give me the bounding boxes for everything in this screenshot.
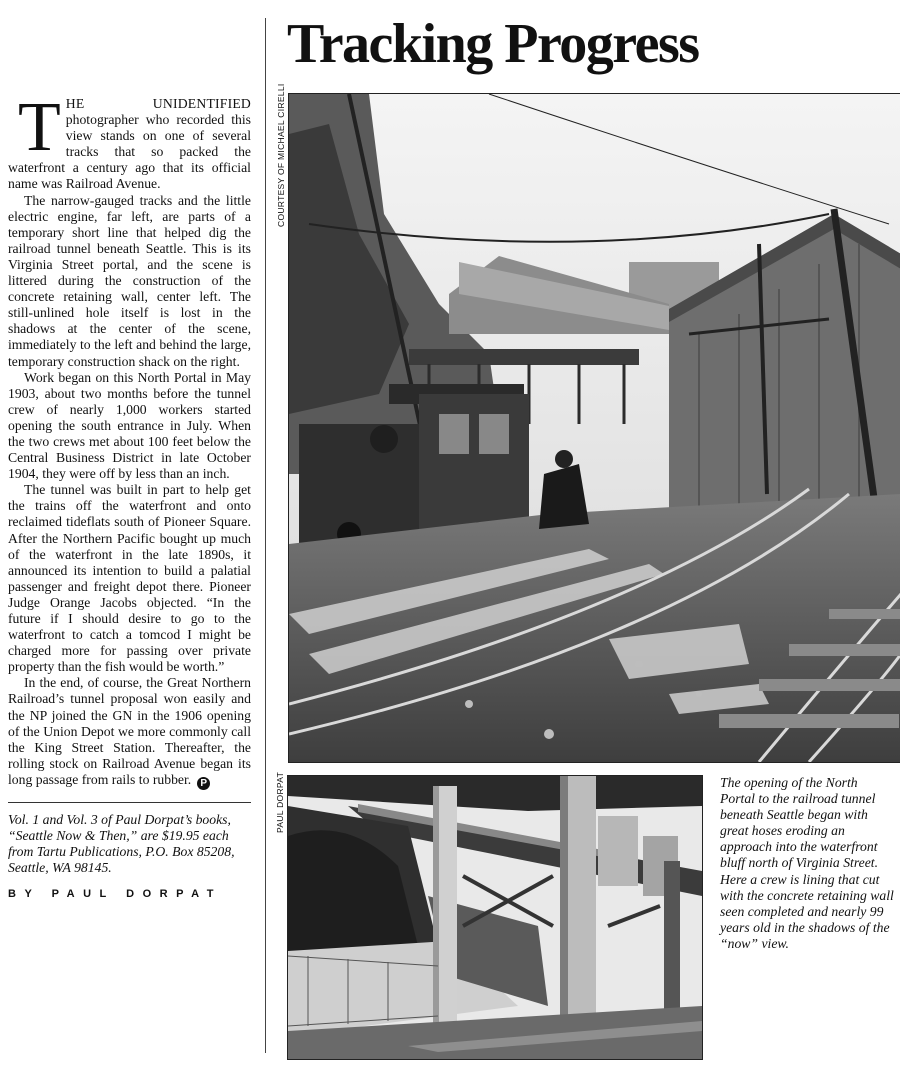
article-column [8,89,251,901]
article-paragraph-3: Work began on this North Portal in May 1903, about two months before the tunnel crew of nearly 1,000 workers started opening the south entrance in July. When the two crews met about 100 feet below the Central Business District in late October 1904, they were off by less than an inch. [8,369,251,482]
article-paragraph-4: The tunnel was built in part to help get the trains off the waterfront and onto reclaimed tideflats south of Pioneer Square. After the Northern Pacific bought up much of the waterfront in the late 1890s, it announced its intention to build a palatial passenger and freight depot there. Pioneer Judge Orange Jacobs objected. “In the future if I should desire to go to the waterfront to catch a tomcod I might be charged more for passing over private property than the fish would be worth.” [8,482,251,675]
photo-credit-bottom: PAUL DORPAT [275,771,285,833]
article-paragraph-5 [8,675,251,790]
column-rule [265,18,266,1053]
article-paragraph-2: The narrow-gauged tracks and the little electric engine, far left, are parts of a temporary short line that helped dig the railroad tunnel beneath Seattle. This is its Virginia Street portal, and the scene is littered during the construction of the concrete retaining wall, center left. The still-unlined hole itself is lost in the shadows at the center of the scene, immediately to the left and behind the large, temporary construction shack on the right. [8,192,251,369]
article-paragraph-1 [8,89,251,193]
modern-photo-image [288,776,702,1059]
end-mark-icon: P [197,777,210,790]
book-note: Vol. 1 and Vol. 3 of Paul Dorpat’s books, “Seattle Now & Then,” are $19.95 each from Tartu Publications, P.O. Box 85208, Seattle, WA 98145. [8,811,235,876]
lead-in-caps: HE UNIDENTIFIED [65,96,251,111]
drop-cap: T [18,89,61,166]
historic-photo-image [289,94,900,762]
photo-caption: The opening of the North Portal to the railroad tunnel beneath Seattle began with great hoses eroding an approach into the waterfront bluff north of Virginia Street. Here a crew is lining that cut with the concrete retaining wall seen completed and nearly 99 years old in the shadows of the “now” view. [720,775,894,951]
historic-photo [288,93,900,763]
headline: Tracking Progress [287,13,699,75]
paragraph-1-text: photographer who recorded this view stands on one of several tracks that so packed the waterfront a century ago that its official name was Railroad Avenue. [8,112,251,192]
divider [8,802,251,803]
byline: BY PAUL DORPAT [8,888,222,901]
paragraph-5-text: In the end, of course, the Great Northern Railroad’s tunnel proposal won easily and the NP joined the GN in the 1906 opening of the Union Depot we more commonly call the King Street Station. Thereafter, the rolling stock on Railroad Avenue began its long passage from rails to rubber. [8,675,251,787]
photo-credit-top: COURTESY OF MICHAEL CIRELLI [276,83,286,227]
modern-photo [287,775,703,1060]
